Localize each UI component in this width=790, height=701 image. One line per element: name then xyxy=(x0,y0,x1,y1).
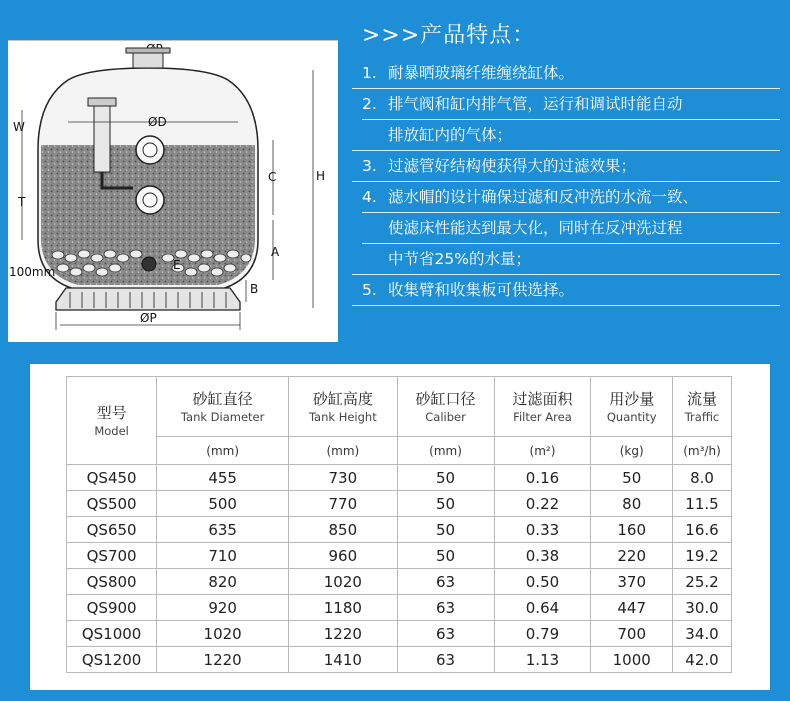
model-cell: QS500 xyxy=(67,491,157,517)
value-cell: 42.0 xyxy=(672,647,731,673)
table-row xyxy=(67,621,732,647)
header-traffic: 流量 Traffic xyxy=(672,377,731,437)
feature-text: 使滤床性能达到最大化，同时在反冲洗过程 xyxy=(362,212,780,243)
feature-num: 5. xyxy=(362,281,377,299)
lower-flange-bore xyxy=(143,193,157,207)
unit-cell: (mm) xyxy=(397,437,494,465)
feature-num: 3. xyxy=(362,157,377,175)
value-cell: 1410 xyxy=(289,647,398,673)
label-a: A xyxy=(271,245,280,259)
feature-text: 排放缸内的气体； xyxy=(362,119,780,150)
value-cell: 0.64 xyxy=(494,595,591,621)
value-cell: 34.0 xyxy=(672,621,731,647)
drain-valve xyxy=(142,257,156,271)
model-cell: QS800 xyxy=(67,569,157,595)
value-cell: 1020 xyxy=(289,569,398,595)
feature-item-3 xyxy=(352,151,780,182)
value-cell: 920 xyxy=(157,595,289,621)
model-cell: QS650 xyxy=(67,517,157,543)
feature-item-1 xyxy=(352,58,780,89)
model-cell: QS1200 xyxy=(67,647,157,673)
header-tank-height: 砂缸高度 Tank Height xyxy=(289,377,398,437)
table-row xyxy=(67,465,732,491)
unit-cell: (mm) xyxy=(289,437,398,465)
value-cell: 50 xyxy=(591,465,673,491)
feature-text: 滤水帽的设计确保过滤和反冲洗的水流一致、 xyxy=(388,188,699,206)
unit-cell: (kg) xyxy=(591,437,673,465)
value-cell: 80 xyxy=(591,491,673,517)
model-cell: QS450 xyxy=(67,465,157,491)
feature-text: 中节省25%的水量； xyxy=(362,243,780,274)
label-t: T xyxy=(18,195,26,209)
label-w: W xyxy=(13,120,25,134)
value-cell: 160 xyxy=(591,517,673,543)
label-phi-d: ØD xyxy=(148,115,167,129)
table-row xyxy=(67,517,732,543)
label-100mm: 100mm xyxy=(9,265,56,279)
value-cell: 0.79 xyxy=(494,621,591,647)
feature-text: 过滤管好结构使获得大的过滤效果； xyxy=(388,157,637,175)
value-cell: 370 xyxy=(591,569,673,595)
value-cell: 1020 xyxy=(157,621,289,647)
tank-drawing xyxy=(8,40,338,342)
features-list xyxy=(352,58,780,306)
value-cell: 11.5 xyxy=(672,491,731,517)
value-cell: 50 xyxy=(397,491,494,517)
value-cell: 0.16 xyxy=(494,465,591,491)
value-cell: 850 xyxy=(289,517,398,543)
table-row xyxy=(67,569,732,595)
table-row xyxy=(67,543,732,569)
header-caliber: 砂缸口径 Caliber xyxy=(397,377,494,437)
table-row xyxy=(67,647,732,673)
value-cell: 19.2 xyxy=(672,543,731,569)
header-quantity: 用沙量 Quantity xyxy=(591,377,673,437)
value-cell: 25.2 xyxy=(672,569,731,595)
value-cell: 63 xyxy=(397,595,494,621)
value-cell: 455 xyxy=(157,465,289,491)
value-cell: 30.0 xyxy=(672,595,731,621)
unit-cell: (mm) xyxy=(157,437,289,465)
feature-text: 收集臂和收集板可供选择。 xyxy=(388,281,575,299)
value-cell: 1180 xyxy=(289,595,398,621)
value-cell: 700 xyxy=(591,621,673,647)
value-cell: 16.6 xyxy=(672,517,731,543)
table-units-row xyxy=(67,437,732,465)
model-cell: QS1000 xyxy=(67,621,157,647)
tank-base xyxy=(56,288,240,310)
value-cell: 50 xyxy=(397,517,494,543)
value-cell: 447 xyxy=(591,595,673,621)
table-header-row xyxy=(67,377,732,437)
feature-item-2 xyxy=(352,89,780,151)
value-cell: 0.50 xyxy=(494,569,591,595)
spec-table-panel xyxy=(30,364,770,690)
feature-text: 排气阀和缸内排气管，运行和调试时能自动 xyxy=(388,95,683,113)
table-row xyxy=(67,595,732,621)
feature-num: 1. xyxy=(362,64,377,82)
spec-table xyxy=(66,376,732,673)
top-valve xyxy=(133,52,163,68)
feature-item-4 xyxy=(352,182,780,275)
pipe-cap xyxy=(88,98,116,106)
model-cell: QS700 xyxy=(67,543,157,569)
internal-pipe xyxy=(94,102,110,172)
value-cell: 1220 xyxy=(157,647,289,673)
features-title: >>>产品特点： xyxy=(362,23,536,48)
upper-flange-bore xyxy=(143,143,157,157)
model-cell: QS900 xyxy=(67,595,157,621)
spec-table-body xyxy=(67,465,732,673)
value-cell: 220 xyxy=(591,543,673,569)
unit-cell: (m³/h) xyxy=(672,437,731,465)
label-b: B xyxy=(250,282,259,296)
feature-text: 耐暴晒玻璃纤维缠绕缸体。 xyxy=(388,64,575,82)
header-filter-area: 过滤面积 Filter Area xyxy=(494,377,591,437)
filter-tank-diagram xyxy=(8,40,338,342)
table-row xyxy=(67,491,732,517)
value-cell: 8.0 xyxy=(672,465,731,491)
feature-num: 4. xyxy=(362,188,377,206)
header-tank-diameter: 砂缸直径 Tank Diameter xyxy=(157,377,289,437)
feature-num: 2. xyxy=(362,95,377,113)
label-c: C xyxy=(268,170,277,184)
value-cell: 500 xyxy=(157,491,289,517)
value-cell: 63 xyxy=(397,569,494,595)
feature-item-5 xyxy=(352,275,780,306)
label-e: E xyxy=(173,258,181,272)
label-h: H xyxy=(316,169,326,183)
value-cell: 0.38 xyxy=(494,543,591,569)
value-cell: 1000 xyxy=(591,647,673,673)
value-cell: 0.22 xyxy=(494,491,591,517)
value-cell: 50 xyxy=(397,465,494,491)
value-cell: 0.33 xyxy=(494,517,591,543)
unit-cell: (m²) xyxy=(494,437,591,465)
value-cell: 1.13 xyxy=(494,647,591,673)
value-cell: 1220 xyxy=(289,621,398,647)
label-phi-p-bottom: ØP xyxy=(140,311,157,325)
value-cell: 635 xyxy=(157,517,289,543)
value-cell: 50 xyxy=(397,543,494,569)
value-cell: 960 xyxy=(289,543,398,569)
header-model: 型号 Model xyxy=(67,377,157,465)
value-cell: 710 xyxy=(157,543,289,569)
value-cell: 63 xyxy=(397,621,494,647)
value-cell: 770 xyxy=(289,491,398,517)
value-cell: 730 xyxy=(289,465,398,491)
value-cell: 820 xyxy=(157,569,289,595)
value-cell: 63 xyxy=(397,647,494,673)
top-valve-handle xyxy=(126,48,170,53)
